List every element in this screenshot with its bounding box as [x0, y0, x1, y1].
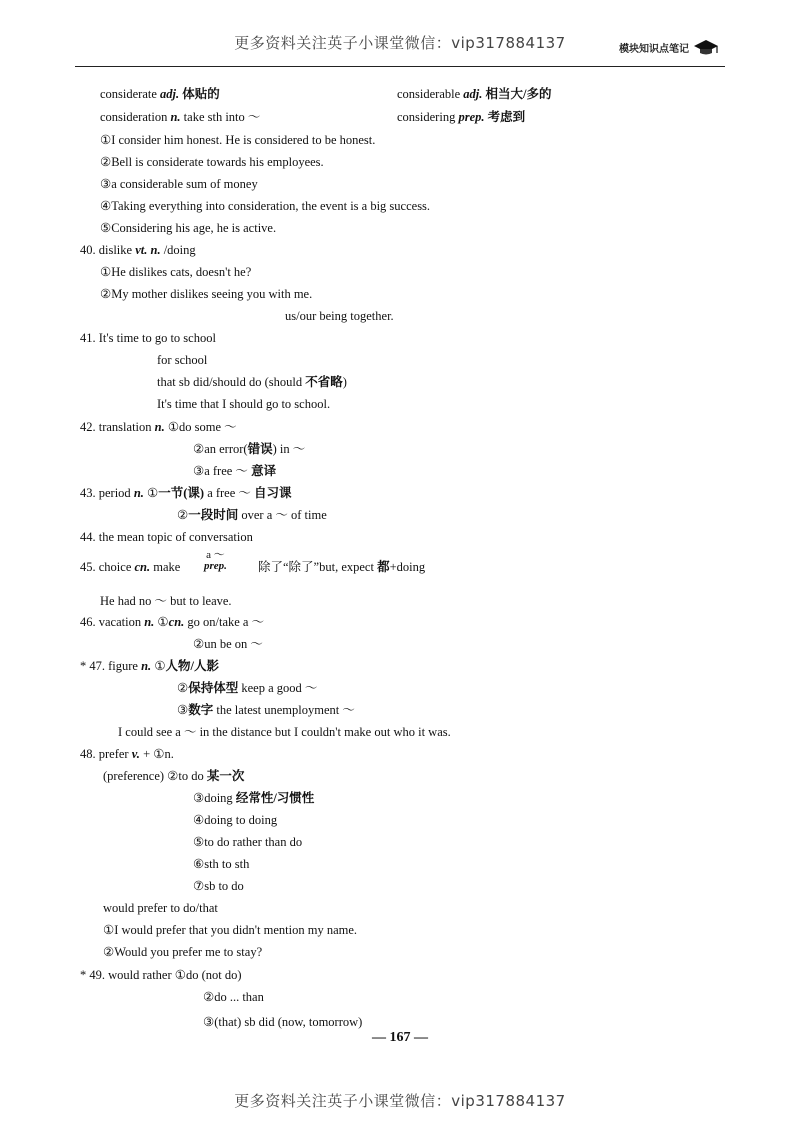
note-text: ②My mother dislikes seeing you with me.	[100, 287, 313, 301]
note-line	[80, 529, 253, 545]
note-text: ⑤Considering his age, he is active.	[100, 221, 277, 235]
note-text: take sth into ～	[180, 110, 261, 124]
note-text: +doing	[389, 560, 426, 574]
note-line	[397, 86, 552, 102]
note-text: 45. choice	[80, 560, 135, 574]
note-text: 保持体型	[188, 681, 239, 695]
note-line	[103, 922, 357, 938]
note-text: 一节(课)	[158, 486, 205, 500]
header-tag-label: 模块知识点笔记	[619, 43, 689, 55]
note-line	[103, 944, 262, 960]
note-text: ②do ... than	[203, 990, 264, 1004]
note-line	[80, 330, 216, 346]
note-text: * 47. figure	[80, 659, 142, 673]
note-line	[100, 109, 260, 125]
note-text: n.	[154, 420, 165, 434]
page-number: — 167 —	[372, 1030, 428, 1045]
note-text: that sb did/should do (should	[157, 375, 306, 389]
note-text: * 49. would rather ①do (not do)	[80, 968, 242, 982]
note-line	[285, 308, 394, 324]
note-text: the latest unemployment ～	[213, 703, 355, 717]
note-text: adj.	[160, 87, 180, 101]
note-text: cn.	[168, 615, 185, 629]
note-line	[80, 485, 292, 501]
note-text: considerable	[397, 87, 464, 101]
note-text: ①I consider him honest. He is considered to be honest.	[100, 133, 376, 147]
note-line	[103, 768, 244, 784]
note-line	[80, 559, 180, 575]
note-line	[100, 198, 430, 214]
note-line	[80, 746, 174, 762]
note-text: make	[150, 560, 181, 574]
note-line	[157, 396, 330, 412]
note-text: n.	[150, 243, 161, 257]
note-text: n.	[141, 659, 152, 673]
note-line	[258, 559, 425, 575]
note-text: ②	[177, 508, 189, 522]
note-text: 都	[377, 560, 390, 574]
note-line	[157, 352, 207, 368]
note-line	[103, 900, 218, 916]
stack-bottom: prep.	[204, 560, 227, 572]
note-text: considerate	[100, 87, 161, 101]
note-text: )	[342, 375, 347, 389]
note-line	[100, 176, 258, 192]
note-text: 46. vacation	[80, 615, 145, 629]
note-line	[80, 658, 219, 674]
note-line	[193, 812, 277, 828]
note-text: 错误	[247, 442, 273, 456]
note-line	[100, 86, 220, 102]
section-header-tag	[619, 39, 720, 55]
note-line	[80, 419, 237, 435]
note-text: n.	[170, 110, 181, 124]
note-text: cn.	[134, 560, 151, 574]
note-text: ④doing to doing	[193, 813, 278, 827]
note-line	[177, 507, 327, 523]
note-text: 44. the mean topic of conversation	[80, 530, 253, 544]
note-text: 某一次	[206, 769, 245, 783]
note-text: adj.	[463, 87, 483, 101]
note-line	[193, 463, 276, 479]
note-text: 除了“除了”but, expect	[258, 560, 378, 574]
note-line	[193, 636, 263, 652]
note-text: He had no ～ but to leave.	[100, 594, 232, 608]
note-text: ①He dislikes cats, doesn't he?	[100, 265, 252, 279]
note-text: I could see a ～ in the distance but I couldn't make out who it was.	[118, 725, 451, 739]
note-text: would prefer to do/that	[103, 901, 218, 915]
note-line	[80, 614, 264, 630]
note-text: ③a considerable sum of money	[100, 177, 258, 191]
note-text: /doing	[160, 243, 196, 257]
note-text: ⑦sb to do	[193, 879, 244, 893]
note-line	[193, 856, 249, 872]
note-text: 自习课	[254, 486, 292, 500]
note-text: It's time that I should go to school.	[157, 397, 331, 411]
note-text: 42. translation	[80, 420, 155, 434]
note-text: 数字	[188, 703, 214, 717]
note-text: ①do some ～	[164, 420, 237, 434]
note-text: 一段时间	[188, 508, 239, 522]
note-line	[203, 989, 264, 1005]
note-line	[80, 242, 196, 258]
note-text: considering	[397, 110, 459, 124]
note-text: ③a free ～	[193, 464, 252, 478]
note-text: ⑥sth to sth	[193, 857, 250, 871]
note-text: ) in ～	[272, 442, 306, 456]
note-text: ②Bell is considerate towards his employees.	[100, 155, 324, 169]
note-text: 不省略	[305, 375, 343, 389]
note-text: ④Taking everything into consideration, the event is a big success.	[100, 199, 431, 213]
note-line	[100, 593, 232, 609]
note-line	[397, 109, 525, 125]
note-line	[100, 264, 251, 280]
note-line	[118, 724, 451, 740]
graduation-cap-icon	[692, 39, 720, 55]
note-text: consideration	[100, 110, 171, 124]
note-text: ①	[154, 615, 169, 629]
note-line	[177, 702, 355, 718]
note-text: v.	[131, 747, 140, 761]
note-text: (preference) ②to do	[103, 769, 207, 783]
note-text: n.	[133, 486, 144, 500]
note-text: vt.	[135, 243, 148, 257]
note-line	[100, 286, 312, 302]
note-text: 考虑到	[484, 110, 526, 124]
note-line	[193, 878, 244, 894]
note-text: 48. prefer	[80, 747, 132, 761]
note-text: go on/take a ～	[184, 615, 265, 629]
note-text: 40. dislike	[80, 243, 136, 257]
note-line	[100, 154, 324, 170]
note-line	[193, 790, 314, 806]
note-line	[100, 220, 276, 236]
watermark-top: 更多资料关注英子小课堂微信：vip317884137	[234, 34, 566, 52]
note-text: for school	[157, 353, 208, 367]
note-text: ①	[151, 659, 166, 673]
note-text: 人物/人影	[165, 659, 220, 673]
note-line	[157, 374, 347, 390]
note-text: ②un be on ～	[193, 637, 263, 651]
header-rule	[75, 66, 725, 67]
note-text: us/our being together.	[285, 309, 394, 323]
note-text: ①	[143, 486, 159, 500]
note-line	[80, 967, 242, 983]
note-line	[193, 834, 302, 850]
note-text: + ①n.	[139, 747, 174, 761]
note-text: 43. period	[80, 486, 134, 500]
note-text: ③	[177, 703, 189, 717]
note-text: 相当大/多的	[482, 87, 552, 101]
note-line	[177, 680, 317, 696]
note-text: ⑤to do rather than do	[193, 835, 303, 849]
watermark-bottom: 更多资料关注英子小课堂微信：vip317884137	[234, 1092, 566, 1110]
note-text: n.	[144, 615, 155, 629]
note-text: ②an error(	[193, 442, 248, 456]
note-text: ②	[177, 681, 189, 695]
note-text: ①I would prefer that you didn't mention my name.	[103, 923, 358, 937]
note-line	[100, 132, 375, 148]
note-text: a free ～	[204, 486, 255, 500]
note-text: over a ～ of time	[238, 508, 327, 522]
note-text: 体贴的	[179, 87, 220, 101]
note-text: prep.	[458, 110, 485, 124]
note-text: ③doing	[193, 791, 236, 805]
make-choice-stack	[204, 550, 227, 572]
note-line	[193, 441, 305, 457]
note-text: 经常性/习惯性	[235, 791, 315, 805]
note-text: 41. It's time to go to school	[80, 331, 216, 345]
note-line	[203, 1014, 362, 1030]
stack-top: a ～	[206, 549, 225, 561]
note-text: keep a good ～	[238, 681, 318, 695]
note-text: ③(that) sb did (now, tomorrow)	[203, 1015, 363, 1029]
note-text: 意译	[251, 464, 277, 478]
note-text: ②Would you prefer me to stay?	[103, 945, 263, 959]
